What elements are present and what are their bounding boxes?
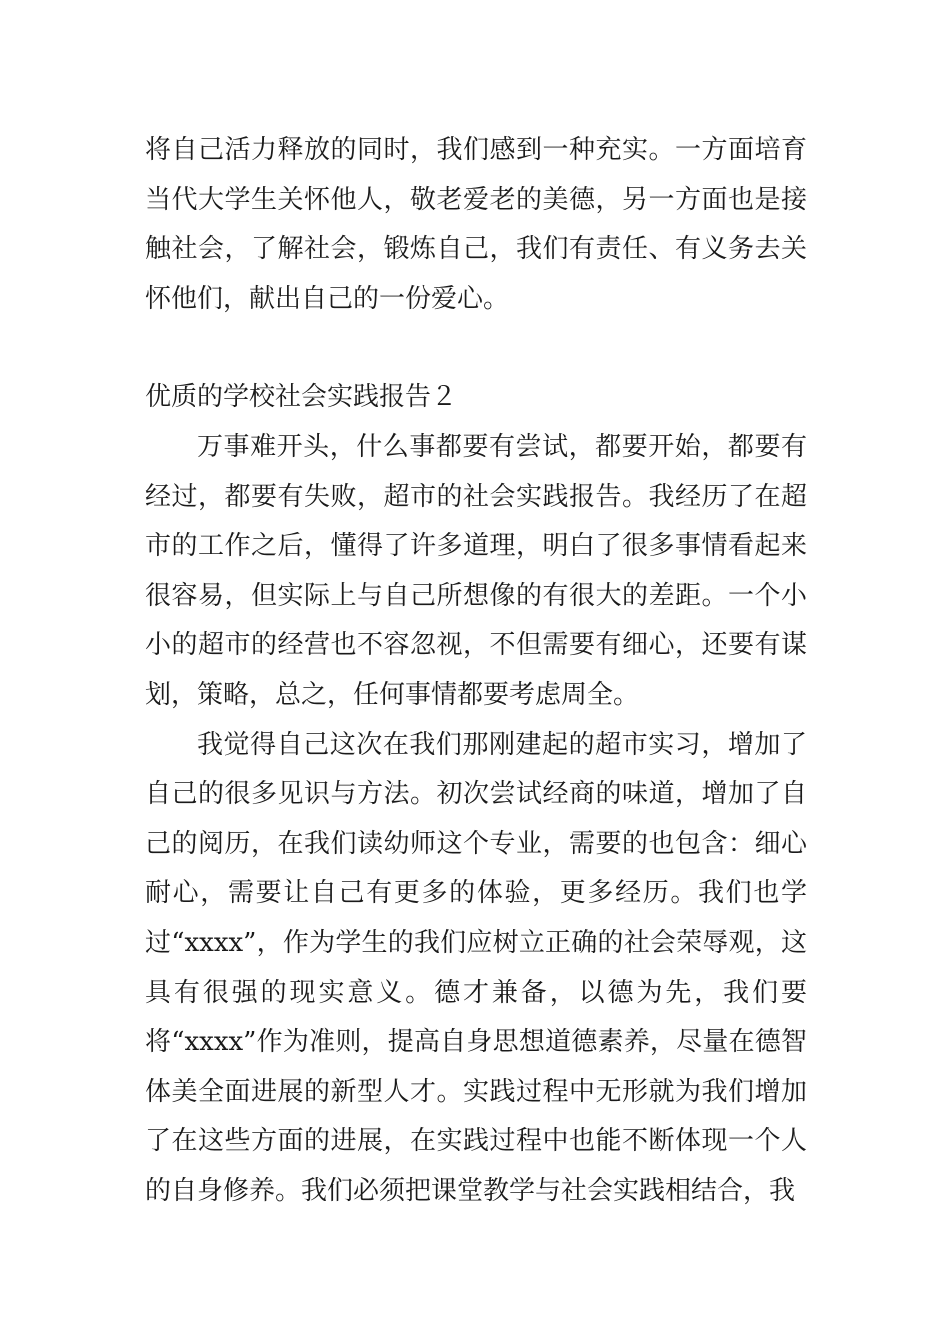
section-heading: 优质的学校社会实践报告２ — [145, 382, 458, 413]
paragraph-1: 万事难开头，什么事都要有尝试，都要开始，都要有经过，都要有失败，超市的社会实践报告。我经历了在超市的工作之后，懂得了许多道理，明白了很多事情看起来很容易，但实际上与自己所想像的有很大的差距。一个小小的超市的经营也不容忽视，不但需要有细心，还要有谋划，策略，总之，任何事情都要考虑周全。 — [145, 431, 807, 710]
document-body — [145, 126, 807, 1216]
paragraph-2: 我觉得自己这次在我们那刚建起的超市实习，增加了自己的很多见识与方法。初次尝试经商的味道，增加了自己的阅历，在我们读幼师这个专业，需要的也包含：细心耐心，需要让自己有更多的体验，更多经历。我们也学过“xxxx”，作为学生的我们应树立正确的社会荣辱观，这具有很强的现实意义。德才兼备，以德为先，我们要将“xxxx”作为准则，提高自身思想道德素养，尽量在德智体美全面进展的新型人才。实践过程中无形就为我们增加了在这些方面的进展，在实践过程中也能不断体现一个人的自身修养。我们必须把课堂教学与社会实践相结合，我 — [145, 729, 807, 1206]
paragraph-continuation: 将自己活力释放的同时，我们感到一种充实。一方面培育当代大学生关怀他人，敬老爱老的美德，另一方面也是接触社会，了解社会，锻炼自己，我们有责任、有义务去关怀他们，献出自己的一份爱心。 — [145, 135, 807, 314]
